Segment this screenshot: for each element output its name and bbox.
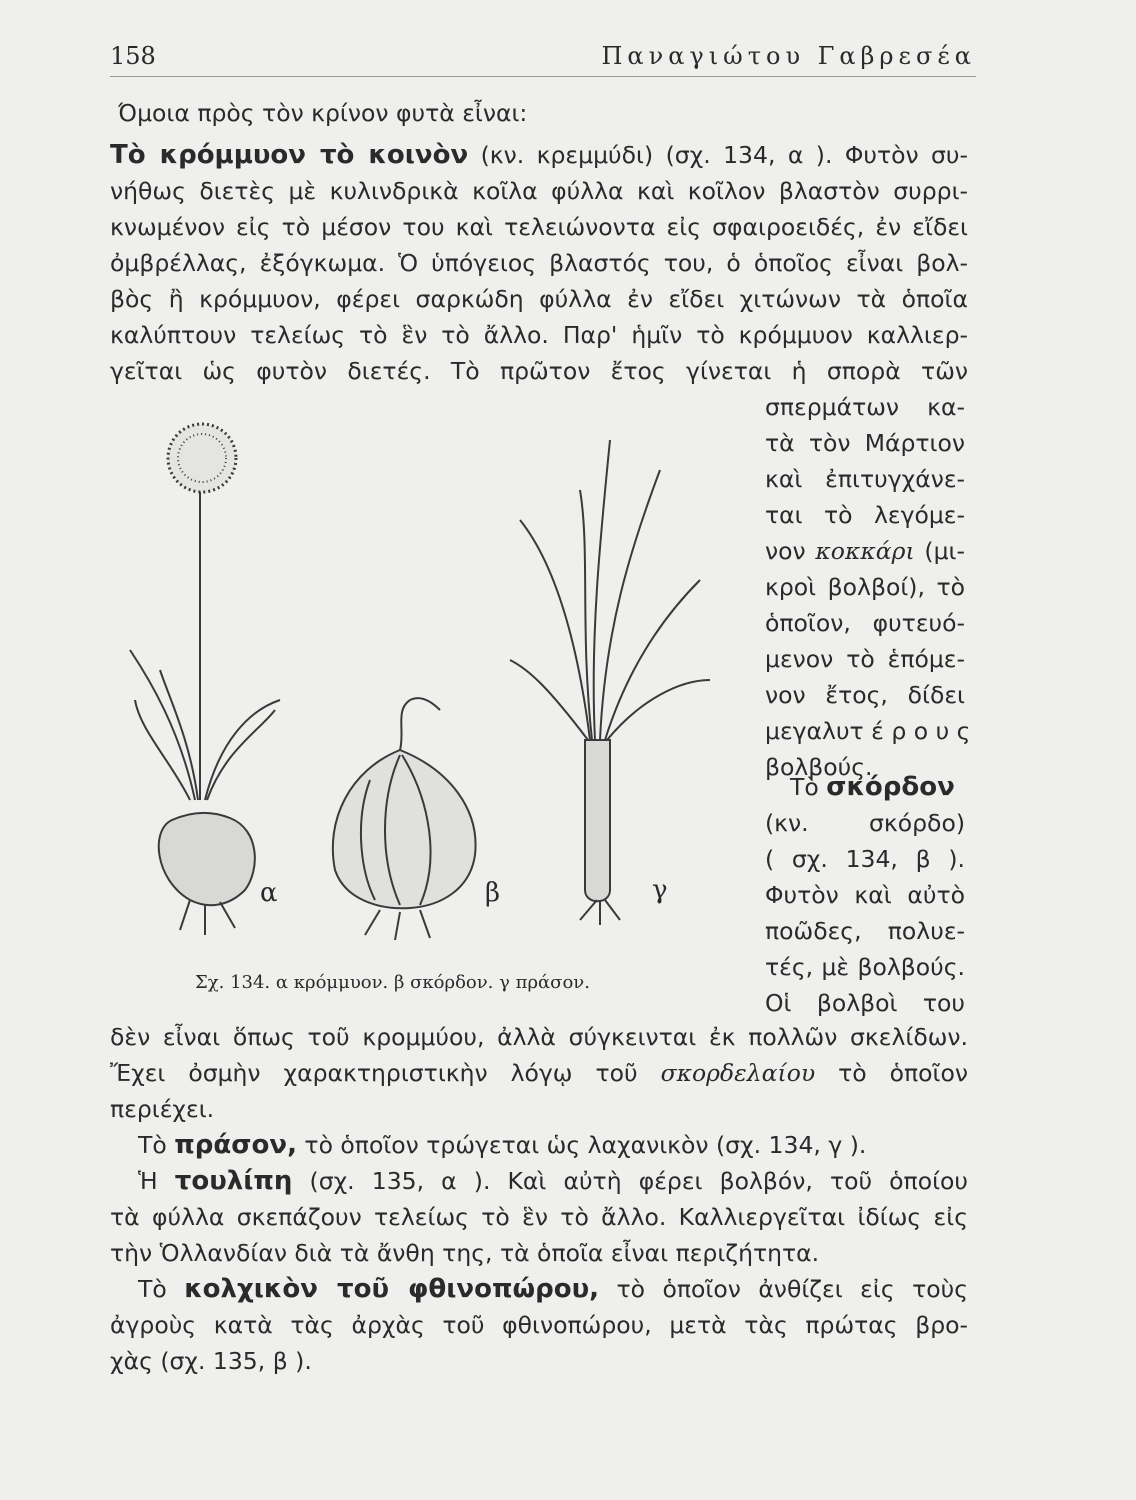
onion-term: Τὸ κρόμμυον τὸ κοινὸν (110, 140, 469, 170)
onion-side-4: ται τὸ λεγόμε- (765, 501, 965, 529)
onion-term-kokkari: κοκκάρι (815, 537, 915, 565)
running-head: Παναγιώτου Γαβρεσέα (601, 42, 976, 70)
onion-side-11: βολβούς. (765, 753, 873, 781)
colchicum-line-2: ἀγροὺς κατὰ τὰς ἀρχὰς τοῦ φθινοπώρου, μετὰ τὰς πρώτας βρο- (110, 1311, 968, 1339)
garlic-side-4: Φυτὸν καὶ αὐτὸ (765, 881, 965, 909)
leek-term: πράσον, (174, 1130, 297, 1160)
onion-side-3: καὶ ἐπιτυγχάνε- (765, 465, 965, 493)
garlic-line-3: περιέχει. (110, 1095, 215, 1123)
leek-line: Τὸ πράσον, τὸ ὁποῖον τρώγεται ὡς λαχανικὸν (σχ. 134, γ ). (138, 1130, 867, 1160)
onion-line-7: γεῖται ὡς φυτὸν διετές. Τὸ πρῶτον ἔτος γίνεται ἡ σπορὰ τῶν (110, 357, 968, 385)
onion-line-3: κνωμένον εἰς τὸ μέσον του καὶ τελειώνοντα εἰς σφαιροειδές, ἐν εἴδει (110, 213, 968, 241)
garlic-line-2: Ἔχει ὀσμὴν χαρακτηριστικὴν λόγῳ τοῦ σκορδελαίου τὸ ὁποῖον (110, 1059, 969, 1087)
garlic-side-5: ποῶδες, πολυε- (765, 917, 965, 945)
leek-illustration (510, 440, 710, 925)
garlic-side-3: ( σχ. 134, β ). (765, 845, 965, 873)
onion-line-6: καλύπτουν τελείως τὸ ἓν τὸ ἄλλο. Παρ' ἡμῖν τὸ κρόμμυον καλλιερ- (110, 321, 968, 349)
onion-line-5: βὸς ἢ κρόμμυον, φέρει σαρκώδη φύλλα ἐν εἴδει χιτώνων τὰ ὁποῖα (110, 285, 968, 313)
onion-line-2: νήθως διετὲς μὲ κυλινδρικὰ κοῖλα φύλλα καὶ κοῖλον βλαστὸν συρρι- (110, 177, 968, 205)
label-gamma: γ (652, 875, 668, 905)
garlic-line-1: δὲν εἶναι ὅπως τοῦ κρομμύου, ἀλλὰ σύγκεινται ἐκ πολλῶν σκελίδων. (110, 1023, 968, 1051)
onion-side-8: μενον τὸ ἑπόμε- (765, 645, 965, 673)
garlic-term: σκόρδον (826, 772, 955, 802)
figure-134 (110, 400, 760, 1010)
onion-line-4: ὀμβρέλλας, ἐξόγκωμα. Ὁ ὑπόγειος βλαστός του, ὁ ὁποῖος εἶναι βολ- (110, 249, 968, 277)
colchicum-term: κολχικὸν τοῦ φθινοπώρου, (184, 1274, 600, 1304)
garlic-side-1: Τὸ σκόρδον (790, 772, 955, 802)
label-beta: β (485, 878, 501, 908)
onion-illustration (130, 424, 280, 935)
tulip-line-1: Ἡ τουλίπη (σχ. 135, α ). Καὶ αὐτὴ φέρει βολβόν, τοῦ ὁποίου (138, 1166, 968, 1196)
garlic-side-2: (κν. σκόρδο) (765, 809, 965, 837)
onion-side-10: μεγαλυτ έ ρ ο υ ς (765, 717, 971, 745)
figure-caption: Σχ. 134. α κρόμμυον. β σκόρδον. γ πράσον. (195, 972, 590, 993)
garlic-illustration (333, 698, 476, 940)
page-header (110, 42, 976, 77)
colchicum-line-1: Τὸ κολχικὸν τοῦ φθινοπώρου, τὸ ὁποῖον ἀνθίζει εἰς τοὺς (138, 1274, 969, 1304)
onion-side-9: νον ἔτος, δίδει (765, 681, 965, 709)
colchicum-line-3: χὰς (σχ. 135, β ). (110, 1347, 312, 1375)
onion-side-5: νον κοκκάρι (μι- (765, 537, 965, 565)
garlic-side-7: Οἱ βολβοὶ του (765, 989, 965, 1017)
label-alpha: α (260, 878, 278, 908)
onion-line-1: Τὸ κρόμμυον τὸ κοινὸν (κν. κρεμμύδι) (σχ. 134, α ). Φυτὸν συ- (110, 140, 969, 170)
garlic-term-oil: σκορδελαίου (660, 1059, 816, 1087)
onion-side-6: κροὶ βολβοί), τὸ (765, 573, 965, 601)
onion-side-7: ὁποῖον, φυτευό- (765, 609, 965, 637)
onion-side-1: σπερμάτων κα- (765, 393, 965, 421)
tulip-line-2: τὰ φύλλα σκεπάζουν τελείως τὸ ἓν τὸ ἄλλο. Καλλιεργεῖται ἰδίως εἰς (110, 1203, 968, 1231)
garlic-side-6: τές, μὲ βολβούς. (765, 953, 965, 981)
intro-line: Όμοια πρὸς τὸν κρίνον φυτὰ εἶναι: (118, 99, 528, 127)
tulip-term: τουλίπη (174, 1166, 293, 1196)
onion-side-2: τὰ τὸν Μάρτιον (765, 429, 965, 457)
tulip-line-3: τὴν Ὁλλανδίαν διὰ τὰ ἄνθη της, τὰ ὁποῖα εἶναι περιζήτητα. (110, 1239, 820, 1267)
page-number: 158 (110, 42, 156, 70)
